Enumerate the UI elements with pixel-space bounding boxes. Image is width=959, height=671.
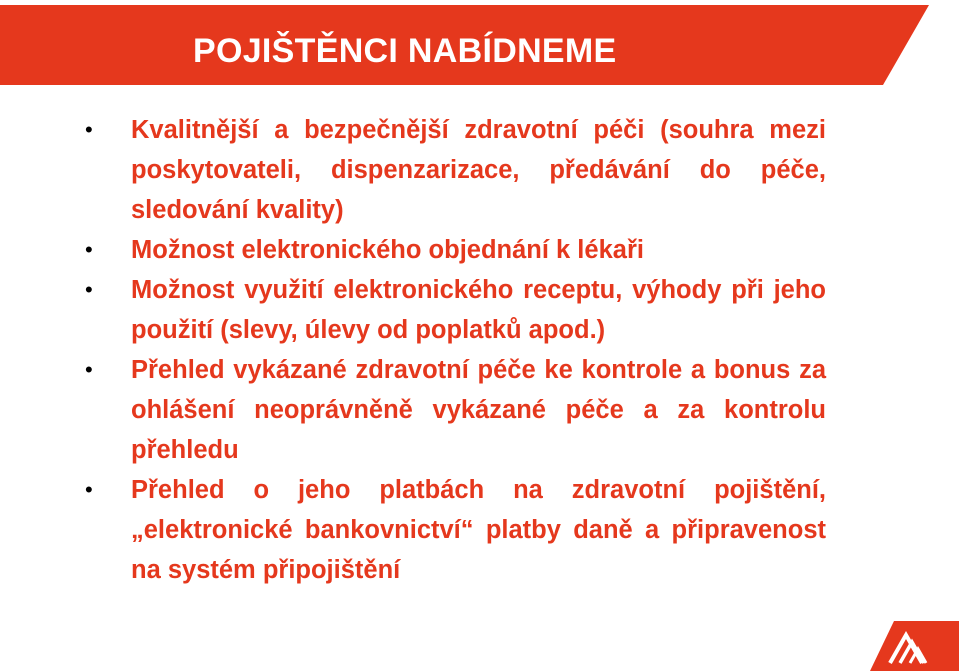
list-item-text: Přehled vykázané zdravotní péče ke kontrole a bonus za ohlášení neoprávněně vykázané péče a za kontrolu přehledu (131, 356, 826, 464)
list-item (82, 470, 826, 590)
chevron-arrows-logo-icon (870, 621, 959, 671)
bullet-marker: • (85, 477, 93, 502)
bullet-marker: • (85, 117, 93, 142)
list-item-text: Kvalitnější a bezpečnější zdravotní péči (souhra mezi poskytovateli, dispenzarizace, předávání do péče, sledování kvality) (131, 116, 826, 224)
bullet-list (82, 110, 826, 590)
list-item-text: Možnost využití elektronického receptu, výhody při jeho použití (slevy, úlevy od poplatků apod.) (131, 276, 826, 344)
bullet-marker: • (85, 237, 93, 262)
list-item-text: Přehled o jeho platbách na zdravotní pojištění, „elektronické bankovnictví“ platby daně a připravenost na systém připojištění (131, 476, 826, 584)
bullet-marker: • (85, 357, 93, 382)
list-item (82, 350, 826, 470)
list-item-text: Možnost elektronického objednání k lékaři (131, 236, 644, 264)
logo-graphic (870, 621, 959, 671)
title-banner (0, 5, 959, 85)
page-title: POJIŠTĚNCI NABÍDNEME (193, 32, 617, 70)
list-item (82, 230, 826, 270)
list-item (82, 270, 826, 350)
list-item (82, 110, 826, 230)
bullet-marker: • (85, 277, 93, 302)
